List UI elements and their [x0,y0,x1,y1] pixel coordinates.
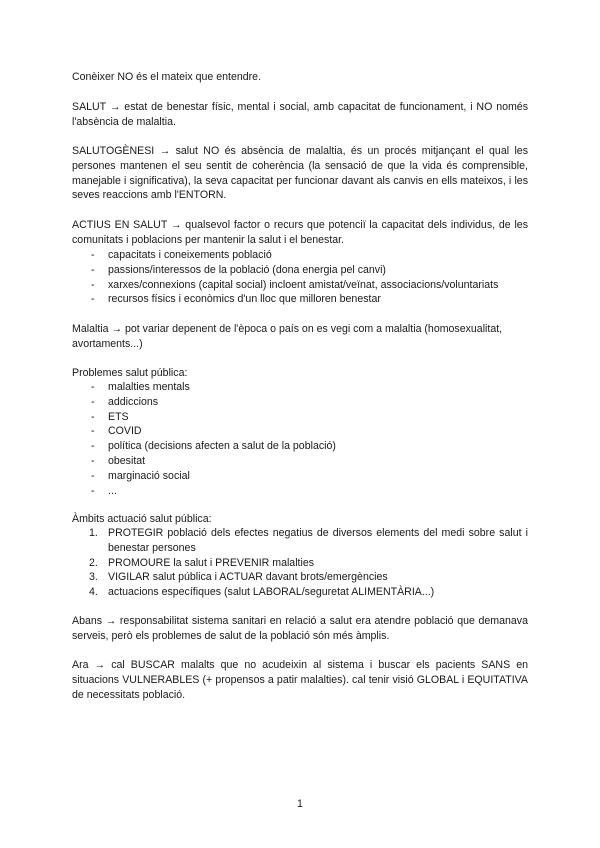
ambits-title: Àmbits actuació salut pública: [72,513,212,525]
abans-paragraph: Abans → responsabilitat sistema sanitari en relació a salut era atendre població que demanava serveis, però els problemes de salut de la població són més àmplis. [72,615,528,642]
list-item: - COVID [72,424,528,439]
problemes-list [72,380,528,498]
list-item [72,526,528,556]
malaltia-note: Malaltia → pot variar depenent de l'època o país on es vegi com a malaltia (homosexualitat, avortaments...) [72,323,503,350]
list-item: - capacitats i coneixements població [72,248,528,263]
list-item: - ETS [72,410,528,425]
list-item [72,570,528,585]
list-item: - marginació social [72,469,528,484]
item-text: PROTEGIR població dels efectes negatius de diversos elements del medi sobre salut i benestar persones [108,527,528,554]
item-text: VIGILAR salut pública i ACTUAR davant brots/emergències [108,571,388,584]
salutogenesi-definition: SALUTOGÈNESI → salut NO és absència de malaltia, és un procés mitjançant el qual les persones mantenen el seu sentit de coherència (la sensació de que la vida és comprensible, manejable i significativa), la seva capacitat per funcionar davant als canvis en ells mateixos, i les seves reaccions amb l'ENTORN. [72,145,528,202]
list-item [72,556,528,571]
item-number: 1. [89,527,98,539]
item-text: PROMOURE la salut i PREVENIR malalties [108,556,315,569]
ara-paragraph: Ara → cal BUSCAR malalts que no acudeixin al sistema i buscar els pacients SANS en situacions VULNERABLES (+ propensos a patir malalties). cal tenir visió GLOBAL i EQUITATIVA de necessitats població. [72,659,528,701]
intro-line: Conèixer NO és el mateix que entendre. [72,71,262,83]
list-item [72,585,528,600]
ambits-list [72,526,528,600]
list-item: - política (decisions afecten a salut de la població) [72,439,528,454]
list-item: - addiccions [72,395,528,410]
item-number: 2. [89,556,98,569]
list-item: - malalties mentals [72,380,528,395]
item-text: actuacions específiques (salut LABORAL/seguretat ALIMENTÀRIA...) [108,586,435,599]
list-item: - ... [72,484,528,499]
salut-definition: SALUT → estat de benestar físic, mental i social, amb capacitat de funcionament, i NO només l'absència de malaltia. [72,101,528,128]
actius-list [72,248,528,307]
item-number: 3. [89,571,98,584]
actius-definition: ACTIUS EN SALUT → qualsevol factor o recurs que potenciï la capacitat dels individus, de les comunitats i poblacions per mantenir la salut i el benestar. [72,219,528,246]
problemes-title: Problemes salut pública: [72,367,188,379]
list-item: - obesitat [72,454,528,469]
list-item: - xarxes/connexions (capital social) incloent amistat/veïnat, associacions/voluntariats [72,278,528,293]
list-item: - passions/interessos de la població (dona energia pel canvi) [72,263,528,278]
item-number: 4. [89,586,98,599]
page-number: 1 [297,798,303,810]
list-item: - recursos físics i econòmics d'un lloc que milloren benestar [72,292,528,307]
